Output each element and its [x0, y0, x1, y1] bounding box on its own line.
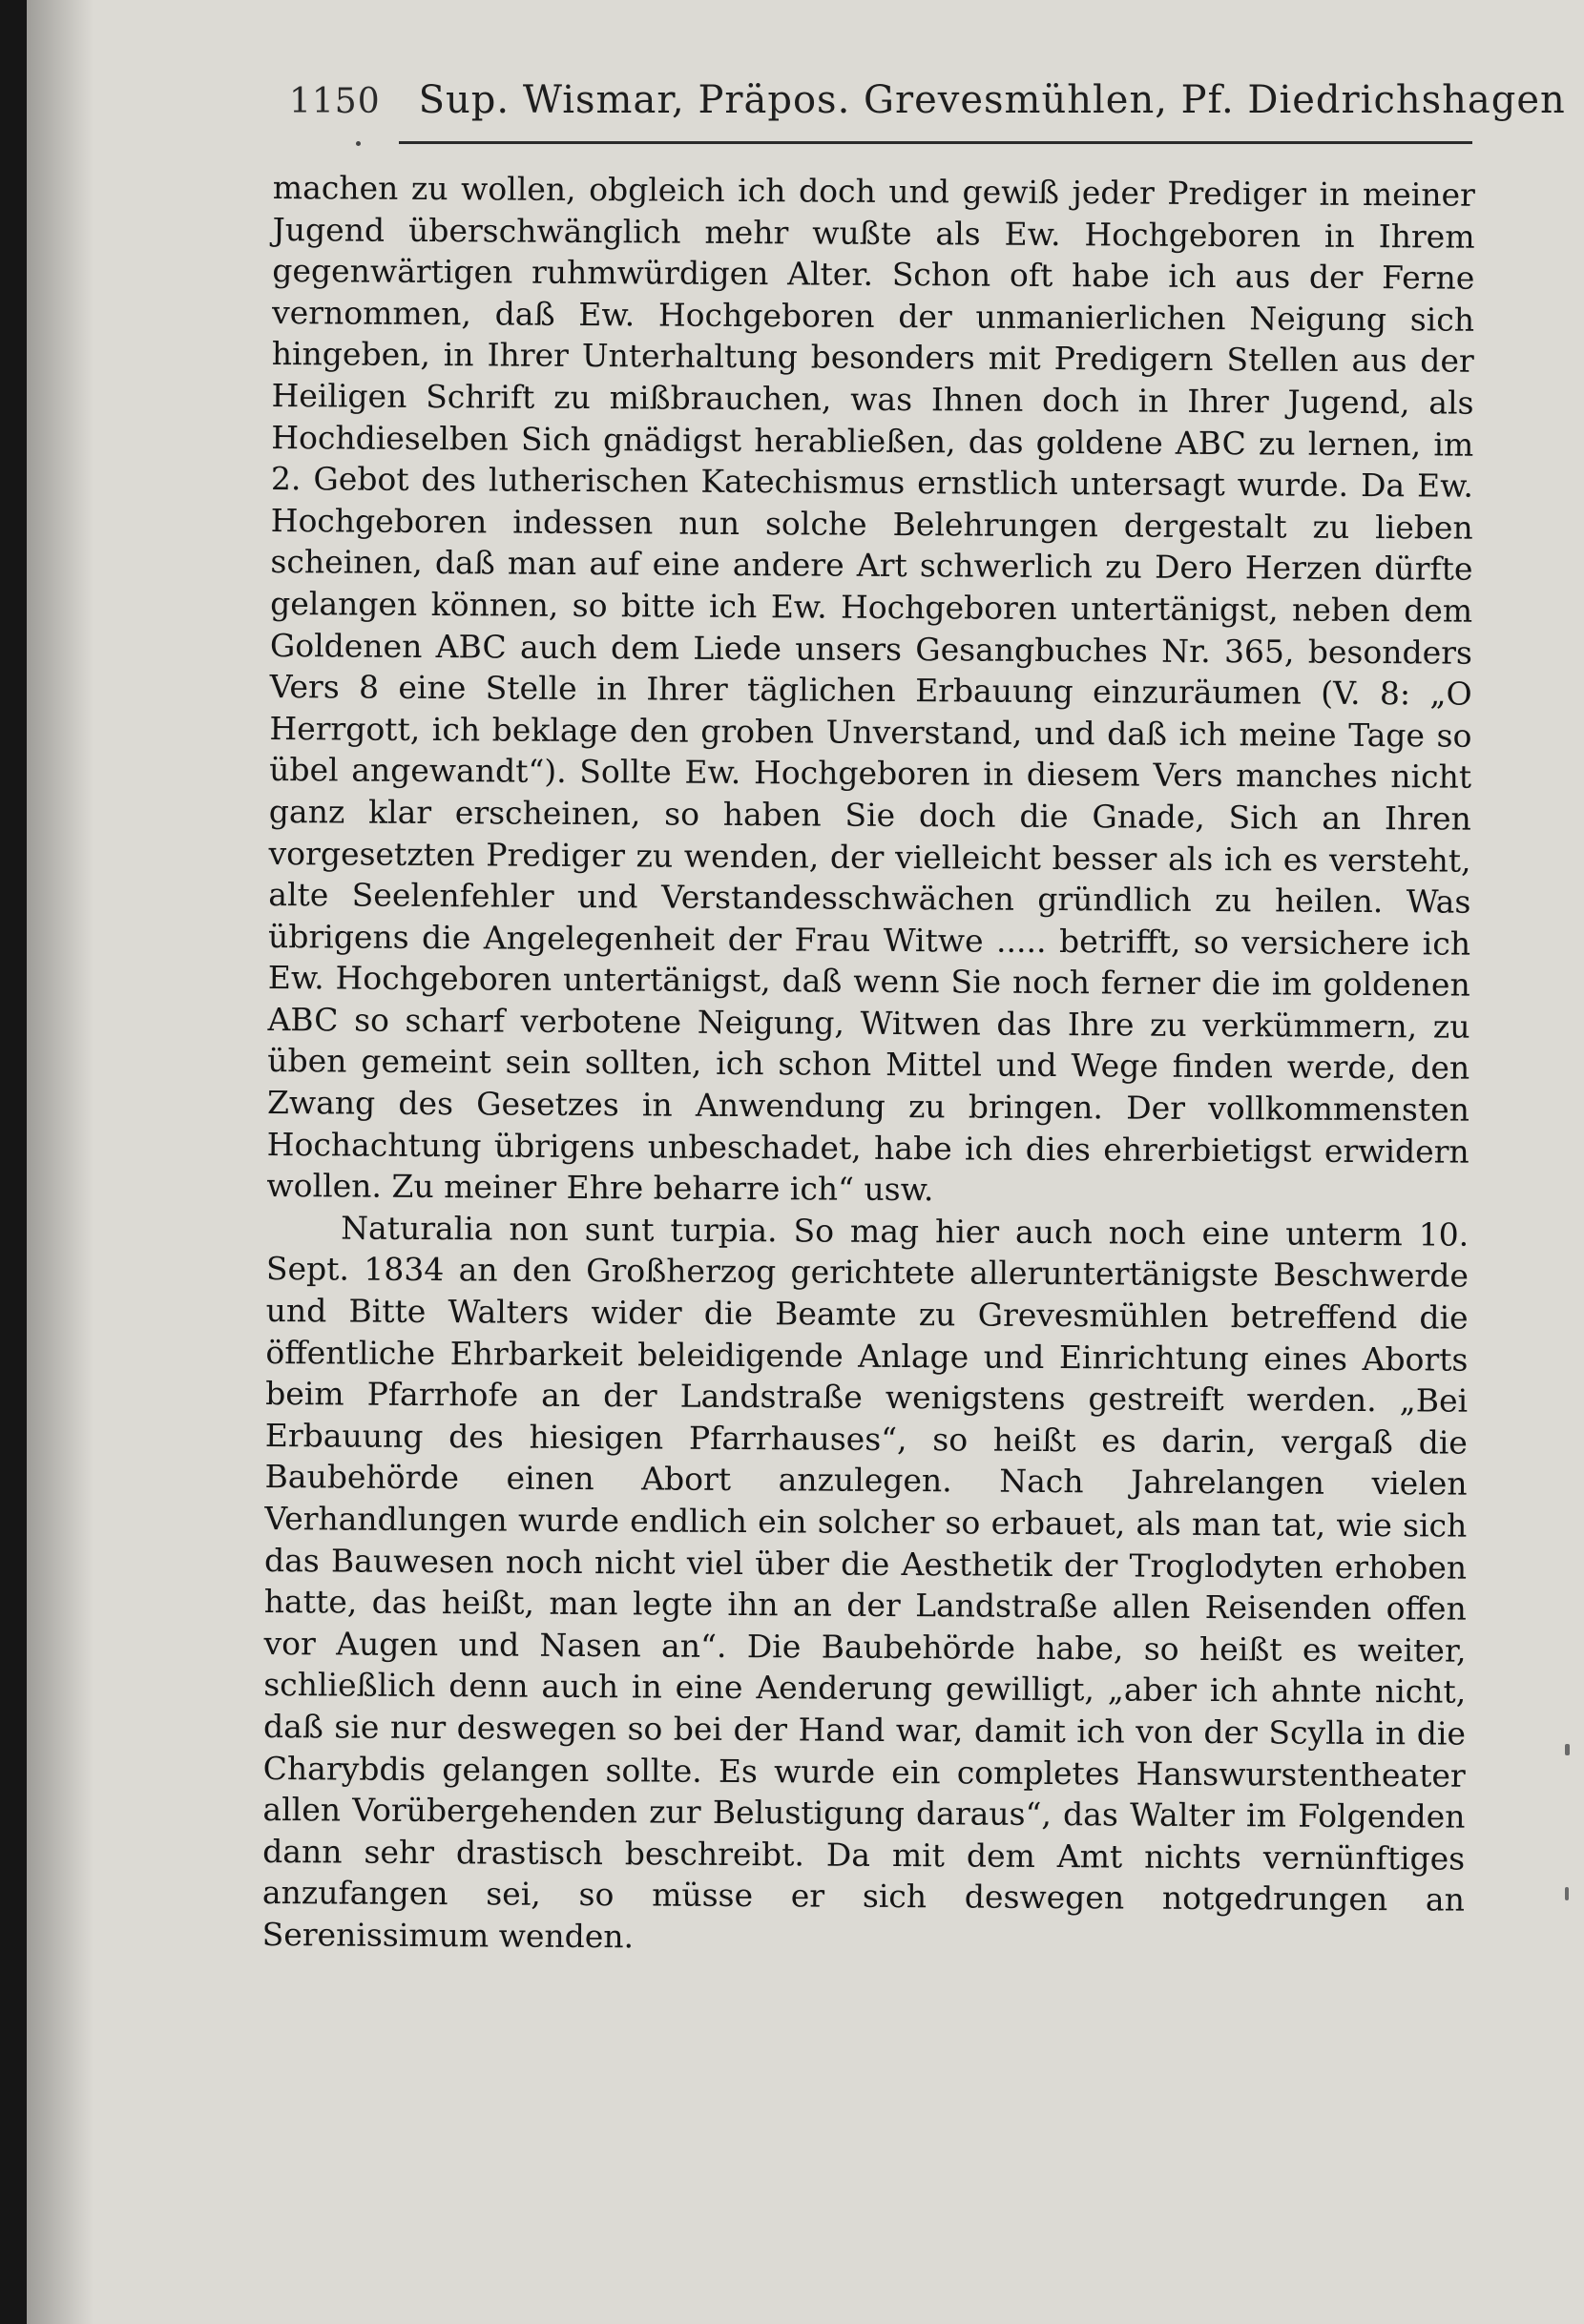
running-head: Sup. Wismar, Präpos. Grevesmühlen, Pf. Diedrichshagen [418, 78, 1566, 122]
book-page [27, 0, 1584, 2324]
page-header [289, 78, 1566, 135]
paragraph-naturalia: Naturalia non sunt turpia. So mag hier auch noch eine unterm 10. Sept. 1834 an den Großherzog gerichtete alleruntertänigste Beschwerde und Bitte Walters wider die Beamte zu Grevesmühlen betreffend die öffentliche Ehrbarkeit beleidigende Anlage und Einrichtung eines Aborts beim Pfarrhofe an der Landstraße wenigstens gestreift werden. „Bei Erbauung des hiesigen Pfarrhauses“, so heißt es darin, vergaß die Baubehörde einen Abort anzulegen. Nach Jahrelangen vielen Verhandlungen wurde endlich ein solcher so erbauet, als man tat, wie sich das Bauwesen noch nicht viel über die Aesthetik der Troglodyten erhoben hatte, das heißt, man legte ihn an der Landstraße allen Reisenden offen vor Augen und Nasen an“. Die Baubehörde habe, so heißt es weiter, schließlich denn auch in eine Aenderung gewilligt, „aber ich ahnte nicht, daß sie nur deswegen so bei der Hand war, damit ich von der Scylla in die Charybdis gelangen sollte. Es wurde ein completes Hanswurstentheater allen Vorübergehenden zur Belustigung daraus“, das Walter im Folgenden dann sehr drastisch beschreibt. Da mit dem Amt nichts vernünftiges anzufangen sei, so müsse er sich deswegen notgedrungen an Serenissimum wenden. [261, 1209, 1469, 1956]
margin-speck [1565, 1887, 1569, 1900]
body-text [262, 167, 1475, 1962]
margin-speck [1565, 1744, 1570, 1755]
print-speck [356, 141, 361, 146]
page-number: 1150 [289, 82, 381, 121]
paragraph-letter-continuation: machen zu wollen, obgleich ich doch und gewiß jeder Prediger in meiner Jugend überschwänglich mehr wußte als Ew. Hochgeboren in Ihrem gegenwärtigen ruhmwürdigen Alter. Schon oft habe ich aus der Ferne vernommen, daß Ew. Hochgeboren der unmanierlichen Neigung sich hingeben, in Ihrer Unterhaltung besonders mit Predigern Stellen aus der Heiligen Schrift zu mißbrauchen, was Ihnen doch in Ihrer Jugend, als Hochdieselben Sich gnädigst herabließen, das goldene ABC zu lernen, im 2. Gebot des lutherischen Katechismus ernstlich untersagt wurde. Da Ew. Hochgeboren indessen nun solche Belehrungen dergestalt zu lieben scheinen, daß man auf eine andere Art schwerlich zu Dero Herzen dürfte gelangen können, so bitte ich Ew. Hochgeboren untertänigst, neben dem Goldenen ABC auch dem Liede unsers Gesangbuches Nr. 365, besonders Vers 8 eine Stelle in Ihrer täglichen Erbauung einzuräumen (V. 8: „O Herrgott, ich beklage den groben Unverstand, und daß ich meine Tage so übel angewandt“). Sollte Ew. Hochgeboren in diesem Vers manches nicht ganz klar erscheinen, so haben Sie doch die Gnade, Sich an Ihren vorgesetzten Prediger zu wenden, der vielleicht besser als ich es versteht, alte Seelenfehler und Verstandesschwächen gründlich zu heilen. Was übrigens die Angelegenheit der Frau Witwe ..... betrifft, so versichere ich Ew. Hochgeboren untertänigst, daß wenn Sie noch ferner die im goldenen ABC so scharf verbotene Neigung, Witwen das Ihre zu verkümmern, zu üben gemeint sein sollten, ich schon Mittel und Wege finden werde, den Zwang des Gesetzes in Anwendung zu bringen. Der vollkommensten Hochachtung übrigens unbeschadet, habe ich dies ehrerbietigst erwidern wollen. Zu meiner Ehre beharre ich“ usw. [266, 168, 1475, 1209]
header-rule [399, 141, 1472, 144]
